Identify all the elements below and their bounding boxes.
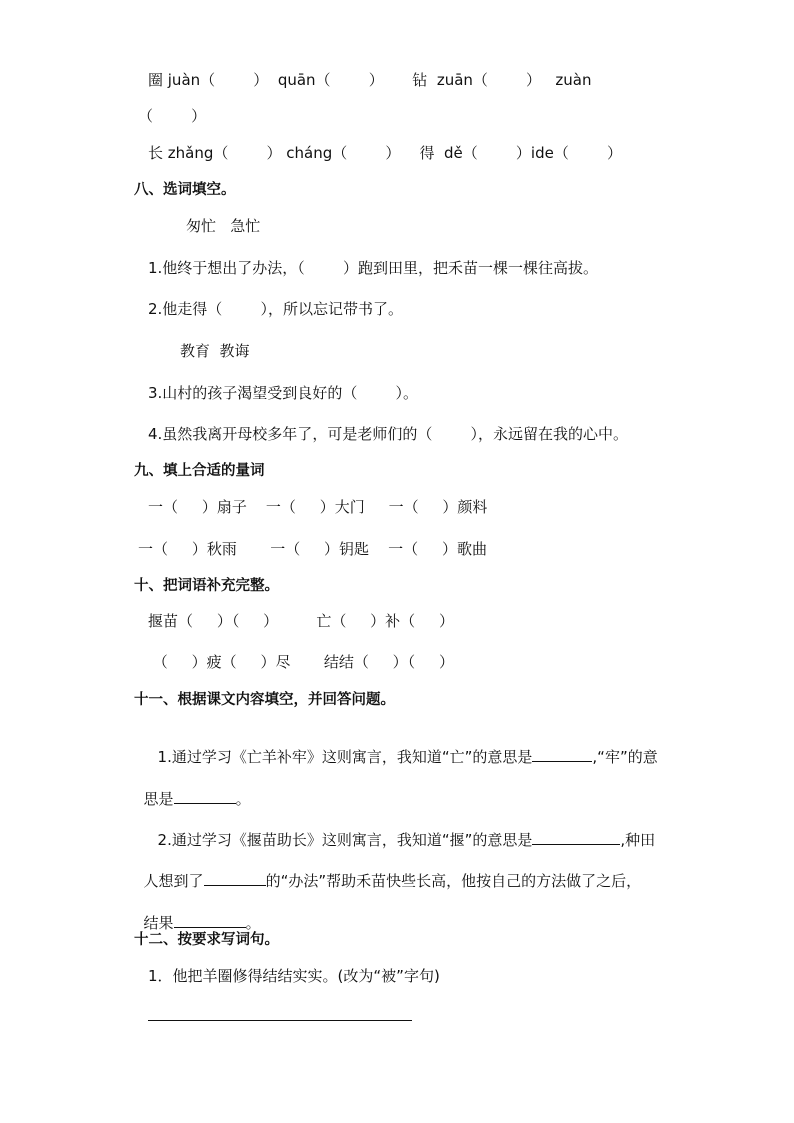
question-8-3: 3.山村的孩子渴望受到良好的（ ）。: [148, 384, 418, 402]
section-12-heading: 十二、按要求写词句。: [134, 932, 279, 948]
idiom-row-1: 揠苗（ ）（ ） 亡（ ）补（ ）: [148, 612, 455, 630]
measure-word-row-1: 一（ ）扇子 一（ ）大门 一（ ）颜料: [148, 498, 488, 516]
question-11-1-line-1: [148, 727, 658, 767]
idiom-row-2: （ ）疲（ ）尽 结结（ ）（ ）: [148, 653, 455, 671]
q11-1b-text: 思是: [143, 790, 174, 808]
answer-blank[interactable]: [532, 747, 592, 762]
question-8-2: 2.他走得（ ），所以忘记带书了。: [148, 300, 403, 318]
q11-2c-text: 结果: [143, 914, 174, 932]
pinyin-line-2: （ ）: [138, 107, 207, 125]
q11-1b-tail: 。: [235, 790, 251, 808]
question-11-2-line-3: [134, 893, 261, 933]
answer-blank[interactable]: [532, 830, 620, 845]
question-12-1: 1．他把羊圈修得结结实实。(改为“被”字句): [148, 967, 440, 985]
question-11-2-line-1: [148, 810, 655, 850]
section-8-heading: 八、选词填空。: [134, 182, 236, 198]
q11-1a-tail: ,“牢”的意: [592, 748, 658, 766]
word-choices-2: 教育 教诲: [180, 342, 250, 360]
answer-blank[interactable]: [204, 871, 266, 886]
q11-2a-text: 2.通过学习《揠苗助长》这则寓言，我知道“揠”的意思是: [157, 831, 533, 849]
question-11-1-line-2: [134, 769, 251, 809]
word-choices-1: 匆忙 急忙: [186, 217, 261, 235]
pinyin-line-3: 长 zhǎng（ ） cháng（ ） 得 dě（ ）ide（ ）: [148, 144, 622, 162]
q11-2a-tail: ,种田: [620, 831, 656, 849]
q11-2b-tail: 的“办法”帮助禾苗快些长高，他按自己的方法做了之后，: [265, 872, 642, 890]
section-11-heading: 十一、根据课文内容填空，并回答问题。: [134, 692, 395, 708]
question-8-1: 1.他终于想出了办法，（ ）跑到田里，把禾苗一棵一棵往高拔。: [148, 259, 598, 277]
question-8-4: 4.虽然我离开母校多年了，可是老师们的（ ），永远留在我的心中。: [148, 425, 628, 443]
answer-blank[interactable]: [174, 789, 236, 804]
q11-2c-tail: 。: [245, 914, 261, 932]
pinyin-line-1: 圈 juàn（ ） quān（ ） 钻 zuān（ ） zuàn: [148, 71, 592, 89]
answer-blank[interactable]: [174, 913, 246, 928]
question-11-2-line-2: [134, 851, 641, 891]
q11-2b-text: 人想到了: [143, 872, 204, 890]
section-10-heading: 十、把词语补充完整。: [134, 578, 279, 594]
q11-1a-text: 1.通过学习《亡羊补牢》这则寓言，我知道“亡”的意思是: [157, 748, 533, 766]
measure-word-row-2: 一（ ）秋雨 一（ ）钥匙 一（ ）歌曲: [138, 540, 487, 558]
answer-line[interactable]: [148, 1020, 412, 1021]
section-9-heading: 九、填上合适的量词: [134, 463, 265, 479]
